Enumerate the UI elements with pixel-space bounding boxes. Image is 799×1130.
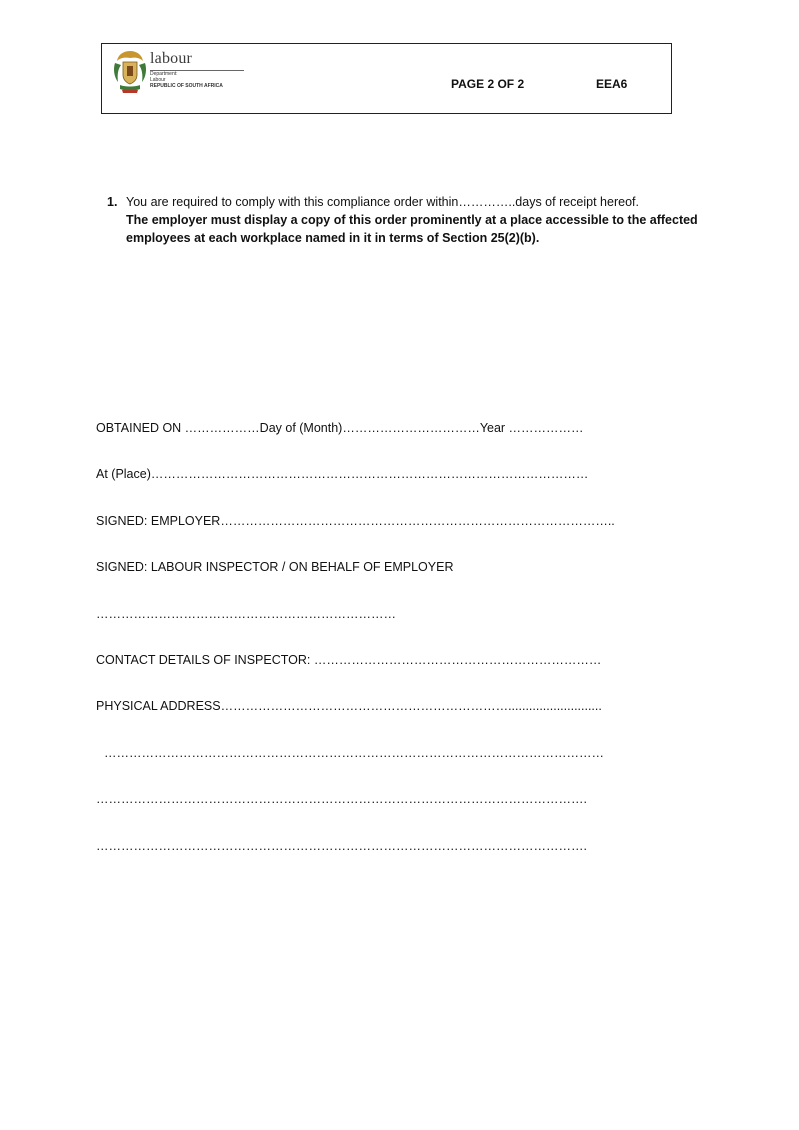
physical-address-field[interactable]: PHYSICAL ADDRESS……………………………………………………………...........................	[96, 699, 602, 713]
inspector-signature-heading: SIGNED: LABOUR INSPECTOR / ON BEHALF OF EMPLOYER	[96, 560, 454, 574]
address-line-3[interactable]: ……………………………………………………………………………………………………….	[96, 839, 587, 853]
document-header	[101, 43, 672, 114]
place-field[interactable]: At (Place)……………………………………………………………………………………………	[96, 467, 589, 481]
employer-signature-field[interactable]: SIGNED: EMPLOYER…………………………………………………………………………………..	[96, 514, 615, 528]
page-number-label: PAGE 2 OF 2	[451, 77, 525, 91]
address-line-1[interactable]: …………………………………………………………………………………………………………	[104, 746, 604, 760]
inspector-signature-line[interactable]: ………………………………………………………………	[96, 607, 396, 621]
display-order-notice: The employer must display a copy of this order prominently at a place accessible to the affected employees at each workplace named in it in terms of Section 25(2)(b).	[126, 213, 698, 245]
address-line-2[interactable]: ……………………………………………………………………………………………………….	[96, 792, 587, 806]
logo-wordmark: labour	[150, 50, 193, 67]
coat-of-arms-icon	[112, 49, 148, 94]
item-body	[126, 193, 701, 247]
inspector-contact-field[interactable]: CONTACT DETAILS OF INSPECTOR: ……………………………………………………………	[96, 653, 602, 667]
compliance-period-text: You are required to comply with this compliance order within…………..days of receipt hereof.	[126, 195, 639, 209]
form-code-label: EEA6	[596, 77, 628, 91]
logo-department-line: Department:	[150, 71, 178, 77]
item-number: 1.	[107, 195, 118, 209]
logo-republic-line: REPUBLIC OF SOUTH AFRICA	[150, 83, 223, 89]
obtained-on-field[interactable]: OBTAINED ON ………………Day of (Month)……………………………Year ………………	[96, 421, 584, 435]
department-of-labour-logo	[112, 49, 247, 94]
logo-labour-line: Labour	[150, 77, 166, 83]
